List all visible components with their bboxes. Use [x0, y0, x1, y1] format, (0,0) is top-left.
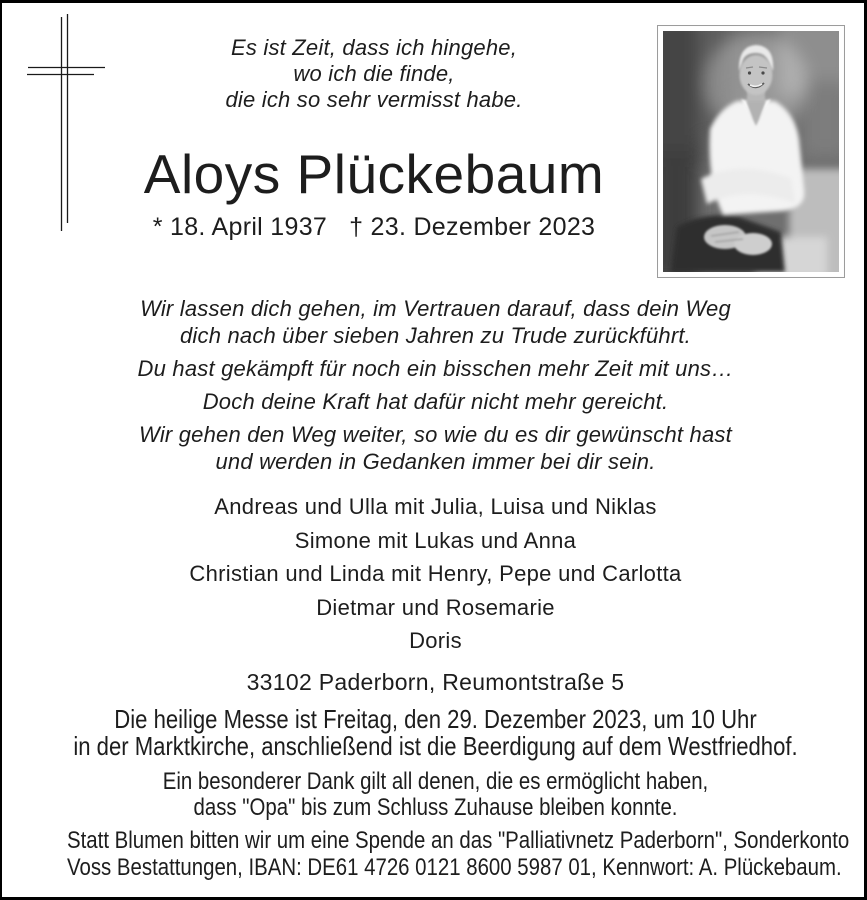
opening-verse-line: Es ist Zeit, dass ich hingehe, — [230, 35, 518, 60]
deceased-name: Aloys Plückebaum — [143, 143, 605, 205]
death-date: † 23. Dezember 2023 — [349, 213, 596, 241]
tribute-verse — [2, 295, 867, 475]
opening-verse-line: die ich so sehr vermisst habe. — [225, 87, 523, 112]
family-line: Doris — [409, 628, 462, 653]
service-line: Die heilige Messe ist Freitag, den 29. Dezember 2023, um 10 Uhr — [114, 704, 757, 734]
family-line: Simone mit Lukas und Anna — [294, 527, 577, 553]
family-list — [2, 490, 867, 658]
tribute-line: dich nach über sieben Jahren zu Trude zurückführt. — [180, 323, 691, 348]
family-line: Christian und Linda mit Henry, Pepe und Carlotta — [189, 561, 682, 586]
opening-verse — [2, 35, 746, 113]
donation-line: Statt Blumen bitten wir um eine Spende an das "Palliativnetz Paderborn", Sonderkonto — [67, 827, 850, 854]
family-line: Dietmar und Rosemarie — [316, 594, 555, 620]
donation-note — [2, 827, 867, 881]
tribute-line: Wir lassen dich gehen, im Vertrauen darauf, dass dein Weg — [140, 296, 731, 321]
address-line: 33102 Paderborn, Reumontstraße 5 — [246, 669, 625, 695]
thanks-note — [2, 769, 867, 821]
tribute-line: Wir gehen den Weg weiter, so wie du es dir gewünscht hast — [139, 422, 732, 447]
thanks-line: dass "Opa" bis zum Schluss Zuhause bleiben konnte. — [193, 794, 678, 821]
family-line: Andreas und Ulla mit Julia, Luisa und Niklas — [214, 494, 657, 519]
obituary-card — [2, 3, 864, 897]
service-line: in der Marktkirche, anschließend ist die Beerdigung auf dem Westfriedhof. — [73, 731, 798, 761]
thanks-line: Ein besonderer Dank gilt all denen, die es ermöglicht haben, — [162, 768, 709, 795]
tribute-line: Doch deine Kraft hat dafür nicht mehr gereicht. — [202, 389, 669, 414]
opening-verse-line: wo ich die finde, — [293, 61, 455, 86]
life-dates — [2, 213, 746, 241]
tribute-line: und werden in Gedanken immer bei dir sein. — [215, 449, 656, 474]
service-info — [2, 706, 867, 760]
birth-date: * 18. April 1937 — [152, 213, 328, 241]
tribute-line: Du hast gekämpft für noch ein bisschen mehr Zeit mit uns… — [137, 356, 734, 381]
donation-line: Voss Bestattungen, IBAN: DE61 4726 0121 8600 5987 01, Kennwort: A. Plückebaum. — [67, 854, 842, 881]
